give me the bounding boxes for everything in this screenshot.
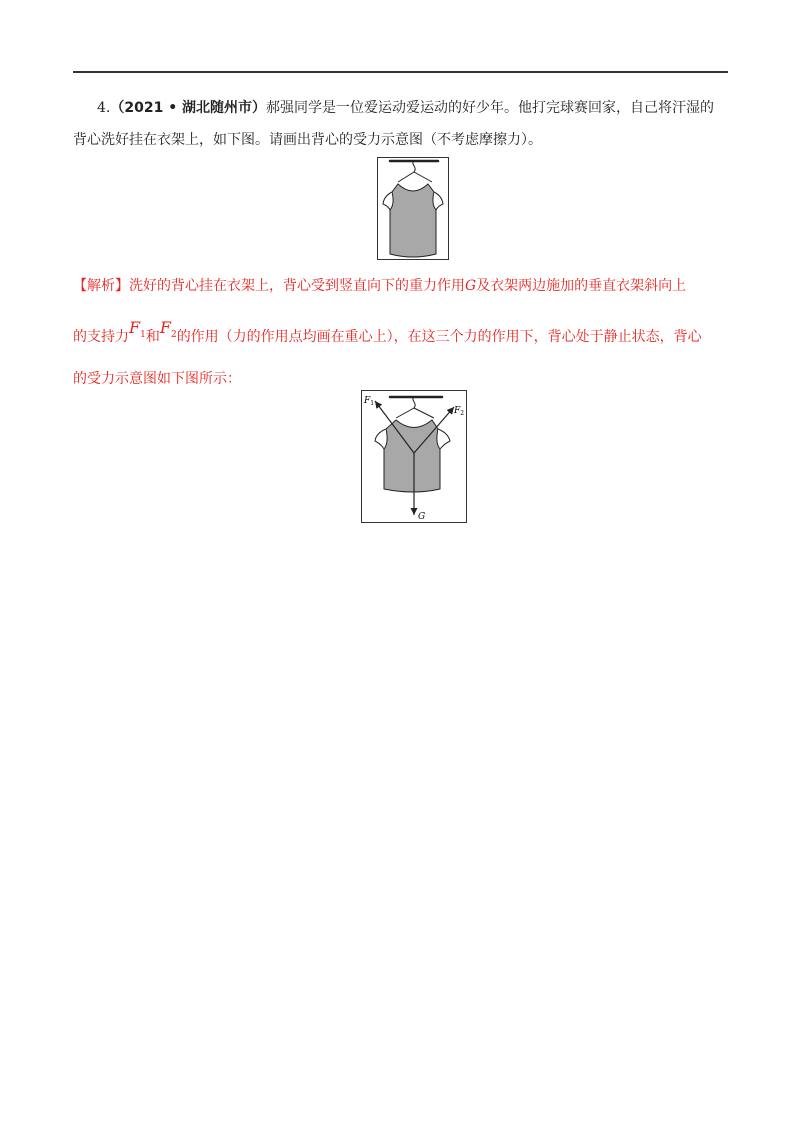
question-line-2: 背心洗好挂在衣架上，如下图。请画出背心的受力示意图（不考虑摩擦力）。 — [73, 132, 542, 148]
question-line-1 — [97, 98, 714, 118]
gravity-symbol: G — [465, 278, 477, 294]
analysis-text-2b: 的作用（力的作用点均画在重心上），在这三个力的作用下，背心处于静止状态，背心 — [176, 329, 702, 345]
header-rule — [73, 71, 728, 73]
force-f1-symbol: $F_1$ — [129, 318, 146, 340]
question-source: （2021 • 湖北随州市） — [110, 100, 267, 116]
analysis-line-2 — [73, 318, 702, 349]
force-f2-symbol: $F_2$ — [159, 318, 177, 340]
question-number: 4. — [97, 100, 111, 116]
question-text-1: 郝强同学是一位爱运动爱运动的好少年。他打完球赛回家，自己将汗湿的 — [266, 100, 715, 116]
vest-figure — [377, 157, 449, 260]
analysis-text-1a: 洗好的背心挂在衣架上，背心受到竖直向下的重力作用 — [129, 278, 465, 294]
analysis-line-3: 的受力示意图如下图所示： — [73, 371, 241, 387]
analysis-text-1b: 及衣架两边施加的垂直衣架斜向上 — [476, 278, 687, 294]
label-g: G — [418, 512, 426, 522]
label-f1: $F_1$ — [364, 396, 375, 407]
analysis-and: 和 — [145, 329, 160, 345]
analysis-text-2a: 的支持力 — [73, 329, 129, 345]
analysis-tag: 【解析】 — [73, 278, 129, 294]
label-f2: $F_2$ — [454, 406, 465, 417]
analysis-line-1 — [73, 276, 686, 296]
force-diagram — [361, 390, 467, 523]
